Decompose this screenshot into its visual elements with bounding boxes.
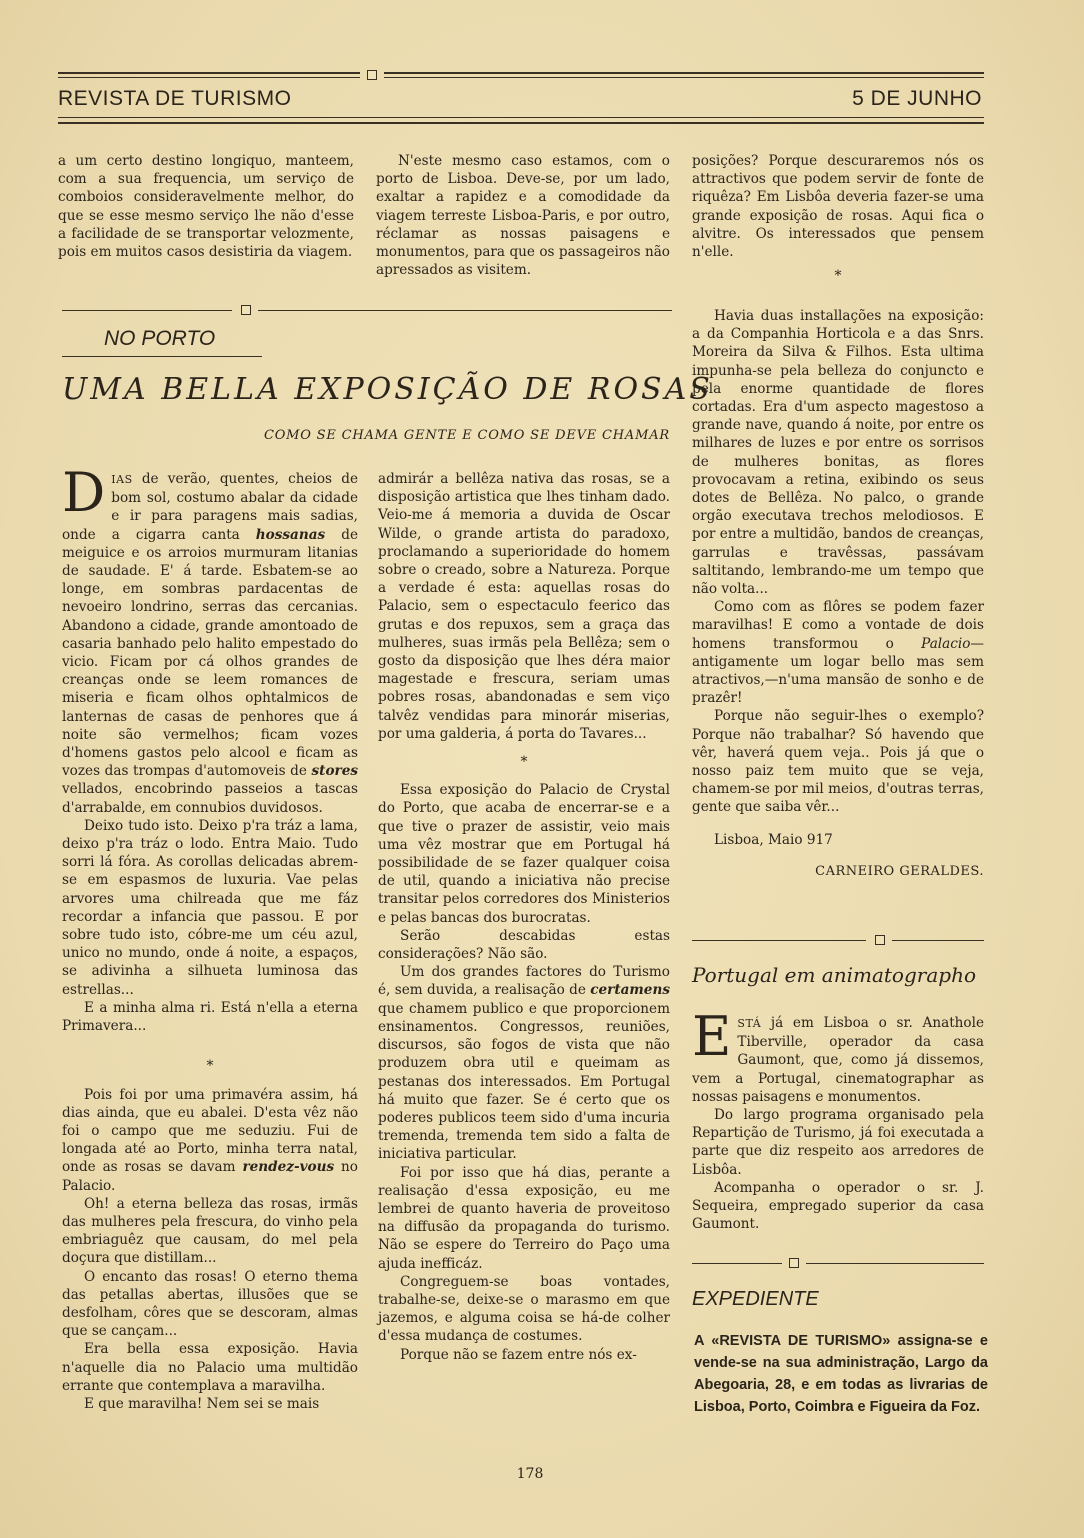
cinema-title: Portugal em animatographo xyxy=(692,963,976,987)
section-label: NO PORTO xyxy=(104,327,216,350)
article-column-2 xyxy=(378,470,670,1364)
cinema-divider-left xyxy=(692,940,866,941)
article-c3-paragraph-3: Porque não seguir-lhes o exemplo? Porque não trabalhar? Só havendo que vêr, haverá quem veja.. Pois já que o nosso paiz tem muito que se veja, chamem-se por mil meios, d'outras terras, gente que saiba vêr... xyxy=(692,708,984,816)
article-paragraph-1: DIAS de verão, quentes, cheios de bom sol, costumo abalar da cidade e ir para paragens mais sadias, onde a cigarra canta hossanas de meiguice e os arroios murmuram litanias de saudade. E' á tarde. Esbatem-se ao longe, em sombras pardacentas de nevoeiro londrino, serras das cercanias. Abandono a cidade, grande amontoado de casaria banhado pelo halito empestado do vicio. Ficam por cá olhos grandes de creanças onde se leem romances de miseria e ficam olhos ophtalmicos de lanternas de casas de penhores que á noite são vermelhos; ficam vozes d'homens gastos pelo alcool e ficam as vozes das trompas d'automoveis de stores vellados, encobrindo passeios a tascas d'arrabalde, em connubios duvidosos. xyxy=(62,461,358,816)
article-c2-paragraph-6: Congreguem-se boas vontades, trabalhe-se, deixe-se o marasmo em que jazemos, e alguma coisa se há-de colher d'essa mudança de costumes. xyxy=(378,1273,670,1345)
article-headline: UMA BELLA EXPOSIÇÃO DE ROSAS xyxy=(62,372,713,407)
section-star: * xyxy=(834,268,842,285)
cinema-column xyxy=(692,1005,984,1233)
header-rule-top-right-thin xyxy=(384,77,984,78)
article-subhead: COMO SE CHAMA GENTE E COMO SE DEVE CHAMAR xyxy=(263,428,670,443)
article-c2-paragraph-3: Serão descabidas estas considerações? Não são. xyxy=(378,927,670,963)
page-number: 178 xyxy=(516,1466,544,1482)
cinema-drop-cap: E xyxy=(692,1005,732,1068)
article-paragraph-3: E a minha alma ri. Está n'ella a eterna Primavera... xyxy=(62,999,358,1035)
cinema-lead-smallcaps: STÁ xyxy=(737,1017,762,1030)
top-col1-text: a um certo destino longiquo, manteem, com a sua frequencia, um serviço de comboios consideravelmente melhor, do que se esse mesmo serviço lhe não d'esse a facilidade de se transportar velozmente, pois em muitos casos desistiria da viagem. xyxy=(58,153,354,261)
header-title: REVISTA DE TURISMO xyxy=(58,87,292,110)
article-divider-right xyxy=(258,310,672,311)
article-divider-left xyxy=(62,310,232,311)
article-c2-paragraph-1: admirár a bellêza nativa das rosas, se a disposição artistica que lhes tinham dado. Veio-me á memoria a duvida de Oscar Wilde, o grande artista do paradoxo, proclamando a superioridade do homem sobre o creado, sobre a Natureza. Porque a verdade é esta: aquellas rosas do Palacio, sem o espectaculo feerico das grutas e dos repuxos, sem a graça das mulheres, suas irmãs pela Bellêza; sem o gosto da disposição que lhes déra maior magestade e frescura, seriam umas pobres rosas, abandonadas e sem viço talvêz vendidas para minorár miserias, por uma galderia, á porta do Tavares... xyxy=(378,471,670,742)
top-col2-text: N'este mesmo caso estamos, com o porto de Lisboa. Deve-se, por um lado, exaltar a rapidez e a comodidade da viagem terreste Lisboa-Paris, e por outro, réclamar as nossas paisagens e monumentos, para que os passageiros não apressados as visitem. xyxy=(376,153,670,279)
article-c2-paragraph-7: Porque não se fazem entre nós ex- xyxy=(400,1346,637,1363)
expediente-divider-right xyxy=(806,1263,984,1264)
article-author: CARNEIRO GERALDES. xyxy=(815,863,984,879)
article-paragraph-5: Oh! a eterna belleza das rosas, irmãs das mulheres pela frescura, do vinho pela embriaguêz que causam, do mel pela doçura que distillam... xyxy=(62,1195,358,1267)
article-c2-paragraph-5: Foi por isso que há dias, perante a realisação d'essa exposição, eu me lembrei de quanto haveria de proveitoso na diffusão da propaganda do turismo. Não se espere do Terreiro do Paço uma ajuda inefficáz. xyxy=(378,1164,670,1272)
header-ornament xyxy=(367,70,377,80)
article-column-1 xyxy=(62,461,358,1413)
cinema-paragraph-2: Do largo programa organisado pela Repartição de Turismo, já foi executada a parte que diz respeito aos arredores de Lisbôa. xyxy=(692,1107,984,1178)
top-column-2 xyxy=(376,152,670,279)
article-paragraph-2: Deixo tudo isto. Deixo p'ra tráz a lama, deixo p'ra tráz o lodo. Entra Maio. Tudo sorri lá fóra. As corollas delicadas abrem-se em espasmos de luxuria. Vae pelas arvores uma chilreada que me fáz recordar a infancia que passou. E por sobre tudo isto, cóbre-me um céu azul, unico no mundo, onde á noite, a espaços, se adivinha a silhueta luminosa das estrellas... xyxy=(62,817,358,998)
article-paragraph-4: Pois foi por uma primavéra assim, há dias ainda, que eu abalei. D'esta vêz não foi o campo que me seduziu. Fui de longada até ao Porto, minha terra natal, onde as rosas se davam rendez-vous no Palacio. xyxy=(62,1086,358,1194)
expediente-divider-left xyxy=(692,1263,782,1264)
article-star-1: * xyxy=(206,1058,214,1075)
article-c2-paragraph-2: Essa exposição do Palacio de Crystal do Porto, que acaba de encerrar-se e a que tive o prazer de assistir, veio mais uma vêz mostrar que em Portugal há possibilidade de se fazer qualquer coisa de util, quando a iniciativa não precise transitar pelos corredores dos Ministerios e pelas bancas dos burocratas. xyxy=(378,782,670,926)
header-rule-bottom xyxy=(58,117,984,118)
drop-cap: D xyxy=(62,461,106,524)
header-rule-bottom-thick xyxy=(58,122,984,124)
article-c3-paragraph-1: Havia duas installações na exposição: a da Companhia Horticola e a das Snrs. Moreira da Silva & Filhos. Esta ultima impunha-se pela belleza do conjuncto e pela enorme quantidade de flores cortadas. Era d'um aspecto magestoso a grande nave, quando á noite, por entre os milhares de luzes e por entre os sorrisos de mulheres bonitas, as flores provocavam a retina, exibindo os seus dotes de Bellêza. No palco, o grande orgão executava trechos melodiosos. E por entre a multidão, bandos de creanças, garrulas e travêssas, passávam saltitando, lembrando-me um tempo que não volta... xyxy=(692,308,984,598)
header-date: 5 DE JUNHO xyxy=(852,87,982,110)
expediente-text: A «REVISTA DE TURISMO» assigna-se e vende-se na sua administração, Largo da Abegoaria, 28, e em todas as livrarias de Lisboa, Porto, Coimbra e Figueira da Foz. xyxy=(694,1333,988,1415)
article-paragraph-8: E que maravilha! Nem sei se mais xyxy=(84,1395,320,1412)
article-c2-paragraph-4: Um dos grandes factores do Turismo é, sem duvida, a realisação de certamens que chamem publico e que proporcionem ensinamentos. Congressos, reuniões, discursos, são fogos de vista que não produzem obra util e queimam as pestanas dos interessados. Em Portugal há muito que fazer. Se é certo que os poderes publicos teem sido d'uma incuria tremenda, tremenda tem sido a falta de iniciativa particular. xyxy=(378,964,670,1163)
cinema-paragraph-1: ESTÁ já em Lisboa o sr. Anathole Tiberville, operador da casa Gaumont, que, como já dissemos, vem a Portugal, cinematographar as nossas paisagens e monumentos. xyxy=(692,1005,984,1105)
top-column-3 xyxy=(692,152,984,291)
header-rule-top-right xyxy=(384,72,984,74)
article-divider-ornament xyxy=(241,305,251,315)
lead-smallcaps: IAS xyxy=(111,473,133,486)
article-place-date: Lisboa, Maio 917 xyxy=(714,831,833,848)
article-star-2: * xyxy=(520,754,528,771)
cinema-paragraph-3: Acompanha o operador o sr. J. Sequeira, empregado superior da casa Gaumont. xyxy=(692,1179,984,1233)
expediente-title: EXPEDIENTE xyxy=(692,1288,819,1310)
article-paragraph-7: Era bella essa exposição. Havia n'aquelle dia no Palacio uma multidão errante que contemplava a maravilha. xyxy=(62,1341,358,1394)
expediente-divider-ornament xyxy=(789,1258,799,1268)
header-rule-top-left-thin xyxy=(58,77,360,78)
cinema-divider-ornament xyxy=(875,935,885,945)
section-label-underline xyxy=(62,356,262,357)
article-c3-paragraph-2: Como com as flôres se podem fazer maravilhas! E como a vontade de dois homens transformou o Palacio—antigamente um logar bello mas sem atractivos,—n'uma mansão de sonho e de prazêr! xyxy=(692,599,984,707)
header-rule-top-left xyxy=(58,72,360,74)
article-paragraph-6: O encanto das rosas! O eterno thema das petallas abertas, illusões que se desfolham, côres que se descoram, almas que se cançam... xyxy=(62,1268,358,1340)
article-column-3 xyxy=(692,307,984,881)
cinema-divider-right xyxy=(892,940,984,941)
top-col3-text: posições? Porque descuraremos nós os attractivos que podem servir de fonte de riquêza? Em Lisbôa deveria fazer-se uma grande exposição de rosas. Aqui fica o alvitre. Os interessados que pensem n'elle. xyxy=(692,153,984,261)
top-column-1 xyxy=(58,152,354,261)
